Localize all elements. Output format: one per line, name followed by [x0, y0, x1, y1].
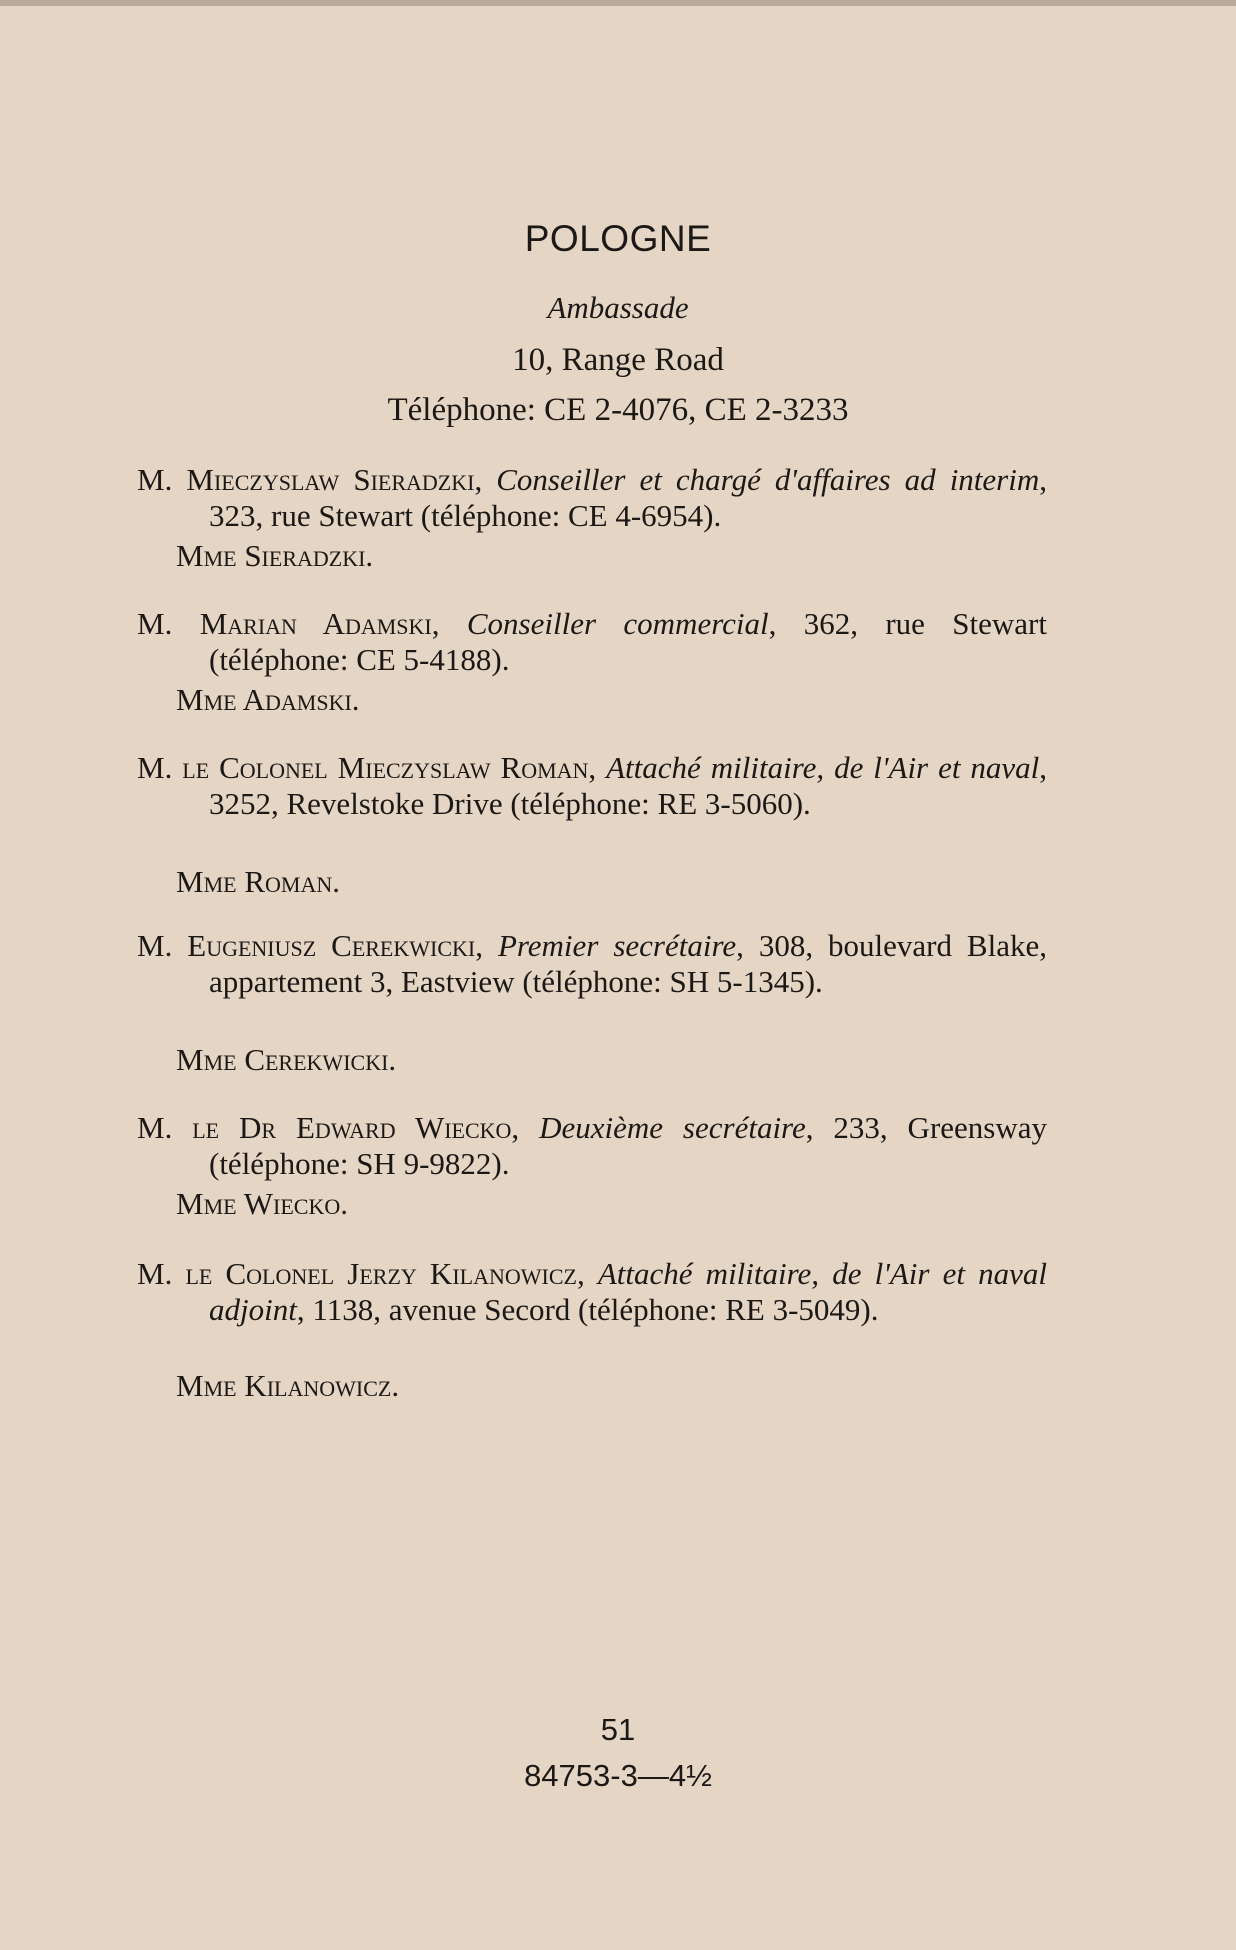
staff-entry — [137, 606, 1047, 678]
entry-details: , 1138, avenue Secord (téléphone: RE 3-5049). — [296, 1292, 879, 1327]
entry-details: , 3252, Revelstoke Drive (téléphone: RE 3-5060). — [209, 750, 1047, 821]
entry-title: Conseiller et chargé d'affaires ad interim — [496, 462, 1040, 497]
entry-details: , 233, Greensway (téléphone: SH 9-9822). — [209, 1110, 1047, 1181]
entry-separator: , — [588, 750, 607, 785]
print-code: 84753-3—4½ — [524, 1758, 712, 1793]
spouse-line: Mme Sieradzki. — [176, 538, 374, 573]
page-number: 51 — [600, 1712, 636, 1747]
entry-details: , 308, boulevard Blake, appartement 3, Eastview (téléphone: SH 5-1345). — [209, 928, 1047, 999]
country-heading: POLOGNE — [524, 218, 712, 259]
entry-name: Eugeniusz Cerekwicki — [187, 928, 476, 963]
entry-prefix: M. — [137, 606, 200, 641]
entry-separator: , — [475, 928, 498, 963]
entry-details: , 323, rue Stewart (téléphone: CE 4-6954). — [209, 462, 1047, 533]
mission-address: 10, Range Road — [512, 342, 724, 378]
spouse-line: Mme Cerekwicki. — [176, 1042, 397, 1077]
spouse-line: Mme Kilanowicz. — [176, 1368, 400, 1403]
entry-name: le Colonel Jerzy Kilanowicz — [185, 1256, 577, 1291]
entry-separator: , — [511, 1110, 540, 1145]
entry-separator: , — [431, 606, 467, 641]
entry-title: Premier secrétaire — [497, 928, 737, 963]
spouse-line: Mme Adamski. — [176, 682, 360, 717]
entry-prefix: M. — [137, 462, 187, 497]
staff-entry — [137, 750, 1047, 822]
staff-entry — [137, 462, 1047, 534]
entry-prefix: M. — [137, 1256, 186, 1291]
entry-title: Attaché militaire, de l'Air et naval — [606, 750, 1040, 785]
spouse-line: Mme Wiecko. — [176, 1186, 348, 1221]
entry-name: le Colonel Mieczyslaw Roman — [182, 750, 589, 785]
spouse-line: Mme Roman. — [176, 864, 340, 899]
entry-prefix: M. — [137, 928, 188, 963]
entry-title: Deuxième secrétaire — [539, 1110, 806, 1145]
entry-details: , 362, rue Stewart (téléphone: CE 5-4188). — [209, 606, 1047, 677]
mission-telephone: Téléphone: CE 2-4076, CE 2-3233 — [387, 392, 849, 428]
entry-prefix: M. — [137, 1110, 193, 1145]
entry-separator: , — [474, 462, 497, 497]
entry-name: Marian Adamski — [199, 606, 432, 641]
staff-entry — [137, 1256, 1047, 1328]
entry-title: Attaché militaire, de l'Air et naval adjoint — [209, 1256, 1047, 1327]
entry-name: Mieczyslaw Sieradzki — [186, 462, 475, 497]
entry-prefix: M. — [137, 750, 183, 785]
entry-separator: , — [576, 1256, 598, 1291]
staff-entry — [137, 928, 1047, 1000]
staff-entry — [137, 1110, 1047, 1182]
mission-type: Ambassade — [547, 290, 689, 325]
entry-title: Conseiller commercial — [466, 606, 769, 641]
entry-name: le Dr Edward Wiecko — [192, 1110, 512, 1145]
